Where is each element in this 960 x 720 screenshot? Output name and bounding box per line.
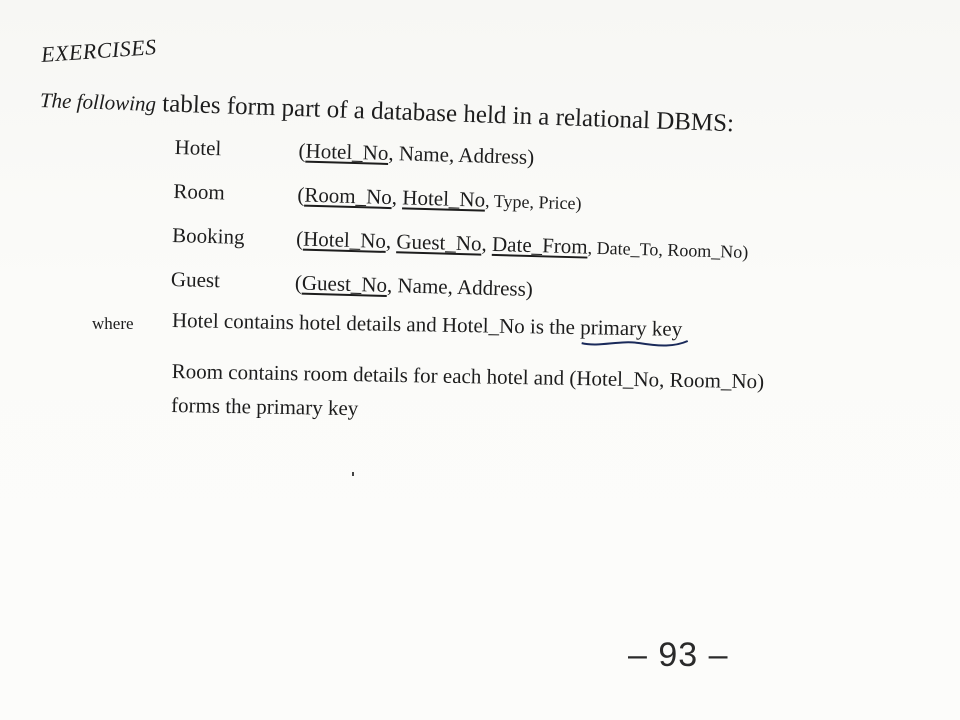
table-name: Guest xyxy=(170,266,221,293)
open-paren: ( xyxy=(295,226,304,251)
table-name: Booking xyxy=(171,222,245,249)
room-note-line-2: forms the primary key xyxy=(170,392,359,421)
table-name: Room xyxy=(173,178,226,205)
key-attribute: Hotel_No xyxy=(302,226,387,253)
where-label: where xyxy=(92,314,134,333)
attribute-text: , Name, Address) xyxy=(388,140,535,170)
key-attribute: Date_From xyxy=(491,231,589,259)
intro-rest: tables form part of a database held in a relational DBMS: xyxy=(161,90,735,138)
attribute-text: , Type, Price) xyxy=(484,190,582,214)
table-attributes xyxy=(298,138,534,170)
attribute-text: , xyxy=(385,228,397,254)
page-number: – 93 – xyxy=(628,636,729,674)
key-attribute: Guest_No xyxy=(396,229,482,256)
open-paren: ( xyxy=(298,138,306,163)
handwritten-underline-icon xyxy=(580,333,690,351)
attribute-text: , Name, Address) xyxy=(386,272,534,302)
table-attributes xyxy=(295,270,534,302)
open-paren: ( xyxy=(294,270,303,295)
intro-sentence xyxy=(40,86,735,138)
primary-key-text: primary key xyxy=(579,315,683,341)
open-paren: ( xyxy=(297,182,305,207)
attribute-text: , xyxy=(391,185,403,210)
schema-table-list xyxy=(170,135,935,332)
key-attribute: Hotel_No xyxy=(402,185,486,212)
intro-lead: The following xyxy=(39,88,157,117)
key-attribute: Hotel_No xyxy=(305,138,389,165)
print-speck xyxy=(352,472,354,476)
key-attribute: Guest_No xyxy=(301,270,388,297)
primary-key-phrase xyxy=(580,315,682,341)
attribute-text: , Date_To, Room_No) xyxy=(587,237,749,263)
hotel-note-text: Hotel contains hotel details and Hotel_No is the xyxy=(171,308,581,340)
table-name: Hotel xyxy=(174,135,222,161)
key-attribute: Room_No xyxy=(304,182,393,210)
exercises-heading: EXERCISES xyxy=(40,33,158,68)
room-note xyxy=(171,354,765,432)
attribute-text: , xyxy=(481,231,493,256)
room-note-line-1: Room contains room details for each hotel and (Hotel_No, Room_No) xyxy=(171,358,765,394)
